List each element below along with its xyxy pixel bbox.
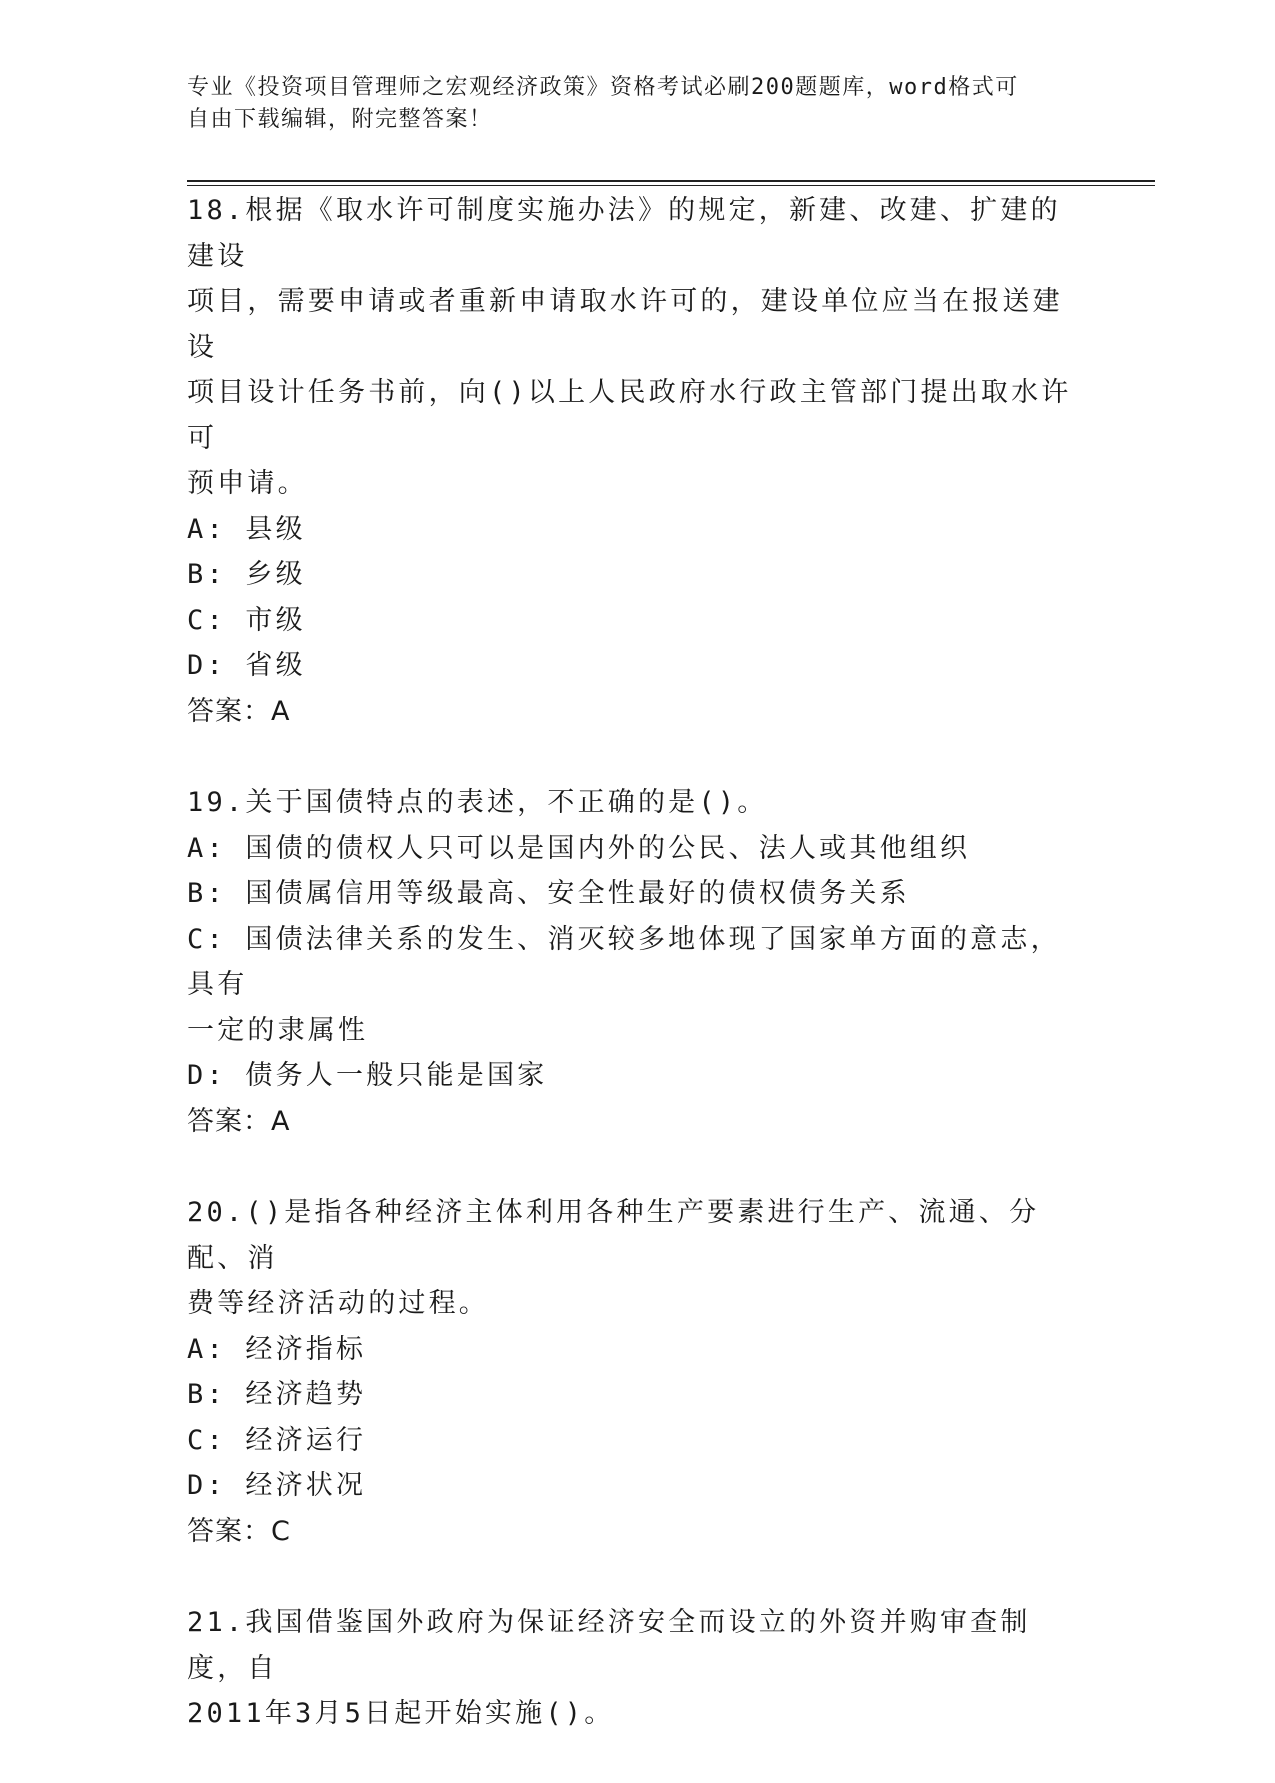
- option-b: B: 经济趋势: [187, 1379, 367, 1410]
- question-18: [187, 188, 1077, 734]
- document-title-line-2: 自由下载编辑，附完整答案！: [187, 107, 493, 132]
- document-title-line-1: 专业《投资项目管理师之宏观经济政策》资格考试必刷200题题库，word格式可: [187, 75, 1019, 100]
- question-stem: 项目设计任务书前，向()以上人民政府水行政主管部门提出取水许可: [187, 377, 1072, 454]
- option-a: A: 国债的债权人只可以是国内外的公民、法人或其他组织: [187, 832, 971, 864]
- option-b: B: 乡级: [187, 559, 306, 590]
- question-21: [187, 1600, 1077, 1737]
- question-stem: 预申请。: [187, 468, 308, 499]
- option-d: D: 债务人一般只能是国家: [187, 1060, 548, 1091]
- option-a: A: 经济指标: [187, 1333, 367, 1365]
- question-stem: 项目，需要申请或者重新申请取水许可的，建设单位应当在报送建设: [187, 286, 1063, 363]
- question-20: [187, 1190, 1077, 1554]
- question-list: [187, 188, 1077, 1783]
- question-stem: 费等经济活动的过程。: [187, 1288, 489, 1319]
- document-header: [187, 72, 1067, 136]
- question-19: [187, 780, 1077, 1144]
- option-c: C: 国债法律关系的发生、消灭较多地体现了国家单方面的意志，具有: [187, 923, 1061, 1000]
- option-b: B: 国债属信用等级最高、安全性最好的债权债务关系: [187, 878, 910, 909]
- question-stem: 20.()是指各种经济主体利用各种生产要素进行生产、流通、分配、消: [187, 1197, 1040, 1274]
- option-a: A: 县级: [187, 513, 306, 545]
- option-c: C: 经济运行: [187, 1424, 367, 1456]
- option-c: C: 市级: [187, 604, 306, 636]
- header-divider-thin: [187, 185, 1155, 186]
- answer-label: 答案：A: [187, 1105, 291, 1137]
- answer-label: 答案：C: [187, 1515, 291, 1547]
- header-divider-thick: [187, 180, 1155, 182]
- option-c-continued: 一定的隶属性: [187, 1014, 369, 1046]
- question-stem: 18.根据《取水许可制度实施办法》的规定，新建、改建、扩建的建设: [187, 195, 1061, 272]
- question-stem: 2011年3月5日起开始实施()。: [187, 1698, 615, 1729]
- question-stem: 19.关于国债特点的表述，不正确的是()。: [187, 787, 768, 818]
- question-stem: 21.我国借鉴国外政府为保证经济安全而设立的外资并购审查制度，自: [187, 1607, 1031, 1684]
- option-d: D: 省级: [187, 650, 306, 681]
- answer-label: 答案：A: [187, 695, 291, 727]
- option-d: D: 经济状况: [187, 1470, 367, 1501]
